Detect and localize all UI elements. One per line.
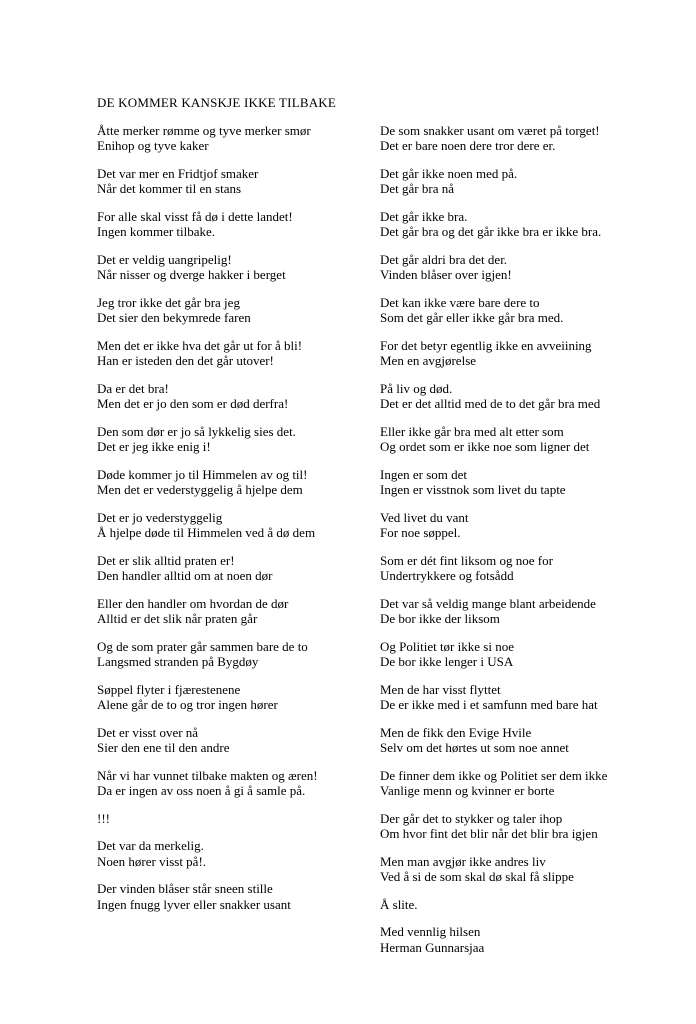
poem-line: Ingen er visstnok som livet du tapte: [380, 482, 566, 497]
stanza: [380, 553, 656, 584]
stanza: [97, 768, 380, 799]
stanza: [380, 768, 656, 799]
stanza: [380, 123, 656, 154]
poem-columns: [97, 123, 656, 968]
poem-line: Det kan ikke være bare dere to: [380, 294, 540, 310]
poem-line: På liv og død.: [380, 380, 453, 396]
poem-line: Da er det bra!: [97, 380, 169, 396]
poem-line: Det er det alltid med de to det går bra med: [380, 396, 601, 411]
poem-line: Og de som prater går sammen bare de to: [97, 638, 308, 654]
poem-line: For noe søppel.: [380, 525, 461, 540]
stanza: [380, 725, 656, 756]
stanza: [97, 209, 380, 240]
poem-line: Det er jo vederstyggelig: [97, 509, 223, 525]
poem-line: Det er jeg ikke enig i!: [97, 439, 211, 454]
poem-line: Jeg tror ikke det går bra jeg: [97, 294, 240, 310]
poem-line: Det var så veldig mange blant arbeidende: [380, 595, 596, 611]
stanza: [97, 338, 380, 369]
poem-line: Som er dét fint liksom og noe for: [380, 552, 553, 568]
poem-line: Men det er vederstyggelig å hjelpe dem: [97, 482, 303, 497]
poem-line: Ved livet du vant: [380, 509, 469, 525]
poem-line: De bor ikke lenger i USA: [380, 654, 514, 669]
stanza: [380, 854, 656, 885]
poem-line: De finner dem ikke og Politiet ser dem ikke: [380, 767, 608, 783]
poem-line: Da er ingen av oss noen å gi å samle på.: [97, 783, 306, 798]
poem-line: Men det er jo den som er død derfra!: [97, 396, 289, 411]
poem-line: Der vinden blåser står sneen stille: [97, 881, 273, 896]
poem-line: Men man avgjør ikke andres liv: [380, 853, 546, 869]
poem-line: Enihop og tyve kaker: [97, 138, 209, 153]
poem-line: Det sier den bekymrede faren: [97, 310, 251, 325]
stanza: [380, 897, 656, 913]
poem-line: Ingen er som det: [380, 466, 468, 482]
stanza: [380, 510, 656, 541]
poem-line: De som snakker usant om været på torget!: [380, 122, 600, 138]
stanza: [97, 639, 380, 670]
stanza: [380, 639, 656, 670]
poem-line: Men en avgjørelse: [380, 353, 477, 368]
poem-line: Det går aldri bra det der.: [380, 251, 508, 267]
poem-line: Når vi har vunnet tilbake makten og æren!: [97, 767, 318, 783]
stanza: [97, 252, 380, 283]
poem-line: Det var mer en Fridtjof smaker: [97, 165, 259, 181]
poem-column-right: [380, 123, 656, 968]
poem-line: Den handler alltid om at noen dør: [97, 568, 273, 583]
poem-line: Søppel flyter i fjærestenene: [97, 681, 241, 697]
stanza: [380, 924, 656, 955]
poem-line: Når nisser og dverge hakker i berget: [97, 267, 286, 282]
poem-line: Men de fikk den Evige Hvile: [380, 724, 532, 740]
poem-line: Ved å si de som skal dø skal få slippe: [380, 869, 574, 884]
poem-line: Og ordet som er ikke noe som ligner det: [380, 439, 590, 454]
poem-line: Vinden blåser over igjen!: [380, 267, 512, 282]
stanza: [97, 838, 380, 869]
poem-line: Det er visst over nå: [97, 724, 199, 740]
stanza: [380, 467, 656, 498]
poem-line: Langsmed stranden på Bygdøy: [97, 654, 259, 669]
poem-line: Sier den ene til den andre: [97, 740, 230, 755]
poem-line: Å slite.: [380, 896, 418, 912]
poem-line: Alene går de to og tror ingen hører: [97, 697, 278, 712]
poem-line: Når det kommer til en stans: [97, 181, 242, 196]
poem-line: Å hjelpe døde til Himmelen ved å dø dem: [97, 525, 316, 540]
poem-line: De er ikke med i et samfunn med bare hat: [380, 697, 598, 712]
stanza: [97, 510, 380, 541]
poem-line: Døde kommer jo til Himmelen av og til!: [97, 466, 308, 482]
stanza: [380, 209, 656, 240]
stanza: [97, 381, 380, 412]
poem-line: Det går bra nå: [380, 181, 454, 196]
stanza: [380, 338, 656, 369]
stanza: [97, 553, 380, 584]
poem-column-left: [97, 123, 380, 925]
stanza: [97, 295, 380, 326]
stanza: [97, 811, 380, 827]
poem-line: Noen hører visst på!.: [97, 853, 207, 869]
poem-line: Det går ikke bra.: [380, 208, 468, 224]
poem-line: Det er veldig uangripelig!: [97, 251, 232, 267]
stanza: [97, 725, 380, 756]
poem-line: Men de har visst flyttet: [380, 681, 501, 697]
poem-line: Det er slik alltid praten er!: [97, 552, 235, 568]
poem-line: Det er bare noen dere tror dere er.: [380, 138, 556, 153]
stanza: [380, 682, 656, 713]
poem-line: For det betyr egentlig ikke en avveiining: [380, 337, 592, 353]
poem-line: For alle skal visst få dø i dette landet!: [97, 208, 293, 224]
stanza: [97, 166, 380, 197]
poem-title: DE KOMMER KANSKJE IKKE TILBAKE: [97, 95, 337, 110]
stanza: [97, 424, 380, 455]
poem-line: De bor ikke der liksom: [380, 611, 500, 626]
poem-line: Alltid er det slik når praten går: [97, 611, 258, 626]
stanza: [97, 467, 380, 498]
poem-line: Eller ikke går bra med alt etter som: [380, 423, 564, 439]
poem-line: Undertrykkere og fotsådd: [380, 568, 514, 583]
poem-line: Ingen kommer tilbake.: [97, 224, 216, 239]
poem-line: Vanlige menn og kvinner er borte: [380, 783, 555, 798]
poem-line: Eller den handler om hvordan de dør: [97, 595, 289, 611]
poem-line: Åtte merker rømme og tyve merker smør: [97, 122, 311, 138]
poem-line: Det var da merkelig.: [97, 838, 204, 853]
poem-line: Om hvor fint det blir når det blir bra igjen: [380, 826, 598, 841]
poem-line: Den som dør er jo så lykkelig sies det.: [97, 423, 296, 439]
stanza: [97, 123, 380, 154]
stanza: [380, 166, 656, 197]
stanza: [380, 811, 656, 842]
poem-line: Selv om det hørtes ut som noe annet: [380, 740, 569, 755]
stanza: [97, 881, 380, 912]
poem-line: Det går ikke noen med på.: [380, 165, 518, 181]
poem-line: Som det går eller ikke går bra med.: [380, 310, 564, 325]
stanza: [380, 424, 656, 455]
stanza: [380, 596, 656, 627]
poem-line: !!!: [97, 810, 110, 826]
poem-line: Der går det to stykker og taler ihop: [380, 810, 563, 826]
stanza: [97, 596, 380, 627]
poem-line: Herman Gunnarsjaa: [380, 939, 485, 955]
poem-line: Han er isteden den det går utover!: [97, 353, 274, 368]
poem-line: Med vennlig hilsen: [380, 924, 481, 939]
stanza: [380, 381, 656, 412]
stanza: [97, 682, 380, 713]
poem-line: Det går bra og det går ikke bra er ikke bra.: [380, 224, 602, 239]
poem-line: Men det er ikke hva det går ut for å bli!: [97, 337, 303, 353]
stanza: [380, 295, 656, 326]
poem-line: Ingen fnugg lyver eller snakker usant: [97, 896, 291, 912]
stanza: [380, 252, 656, 283]
poem-line: Og Politiet tør ikke si noe: [380, 638, 514, 654]
